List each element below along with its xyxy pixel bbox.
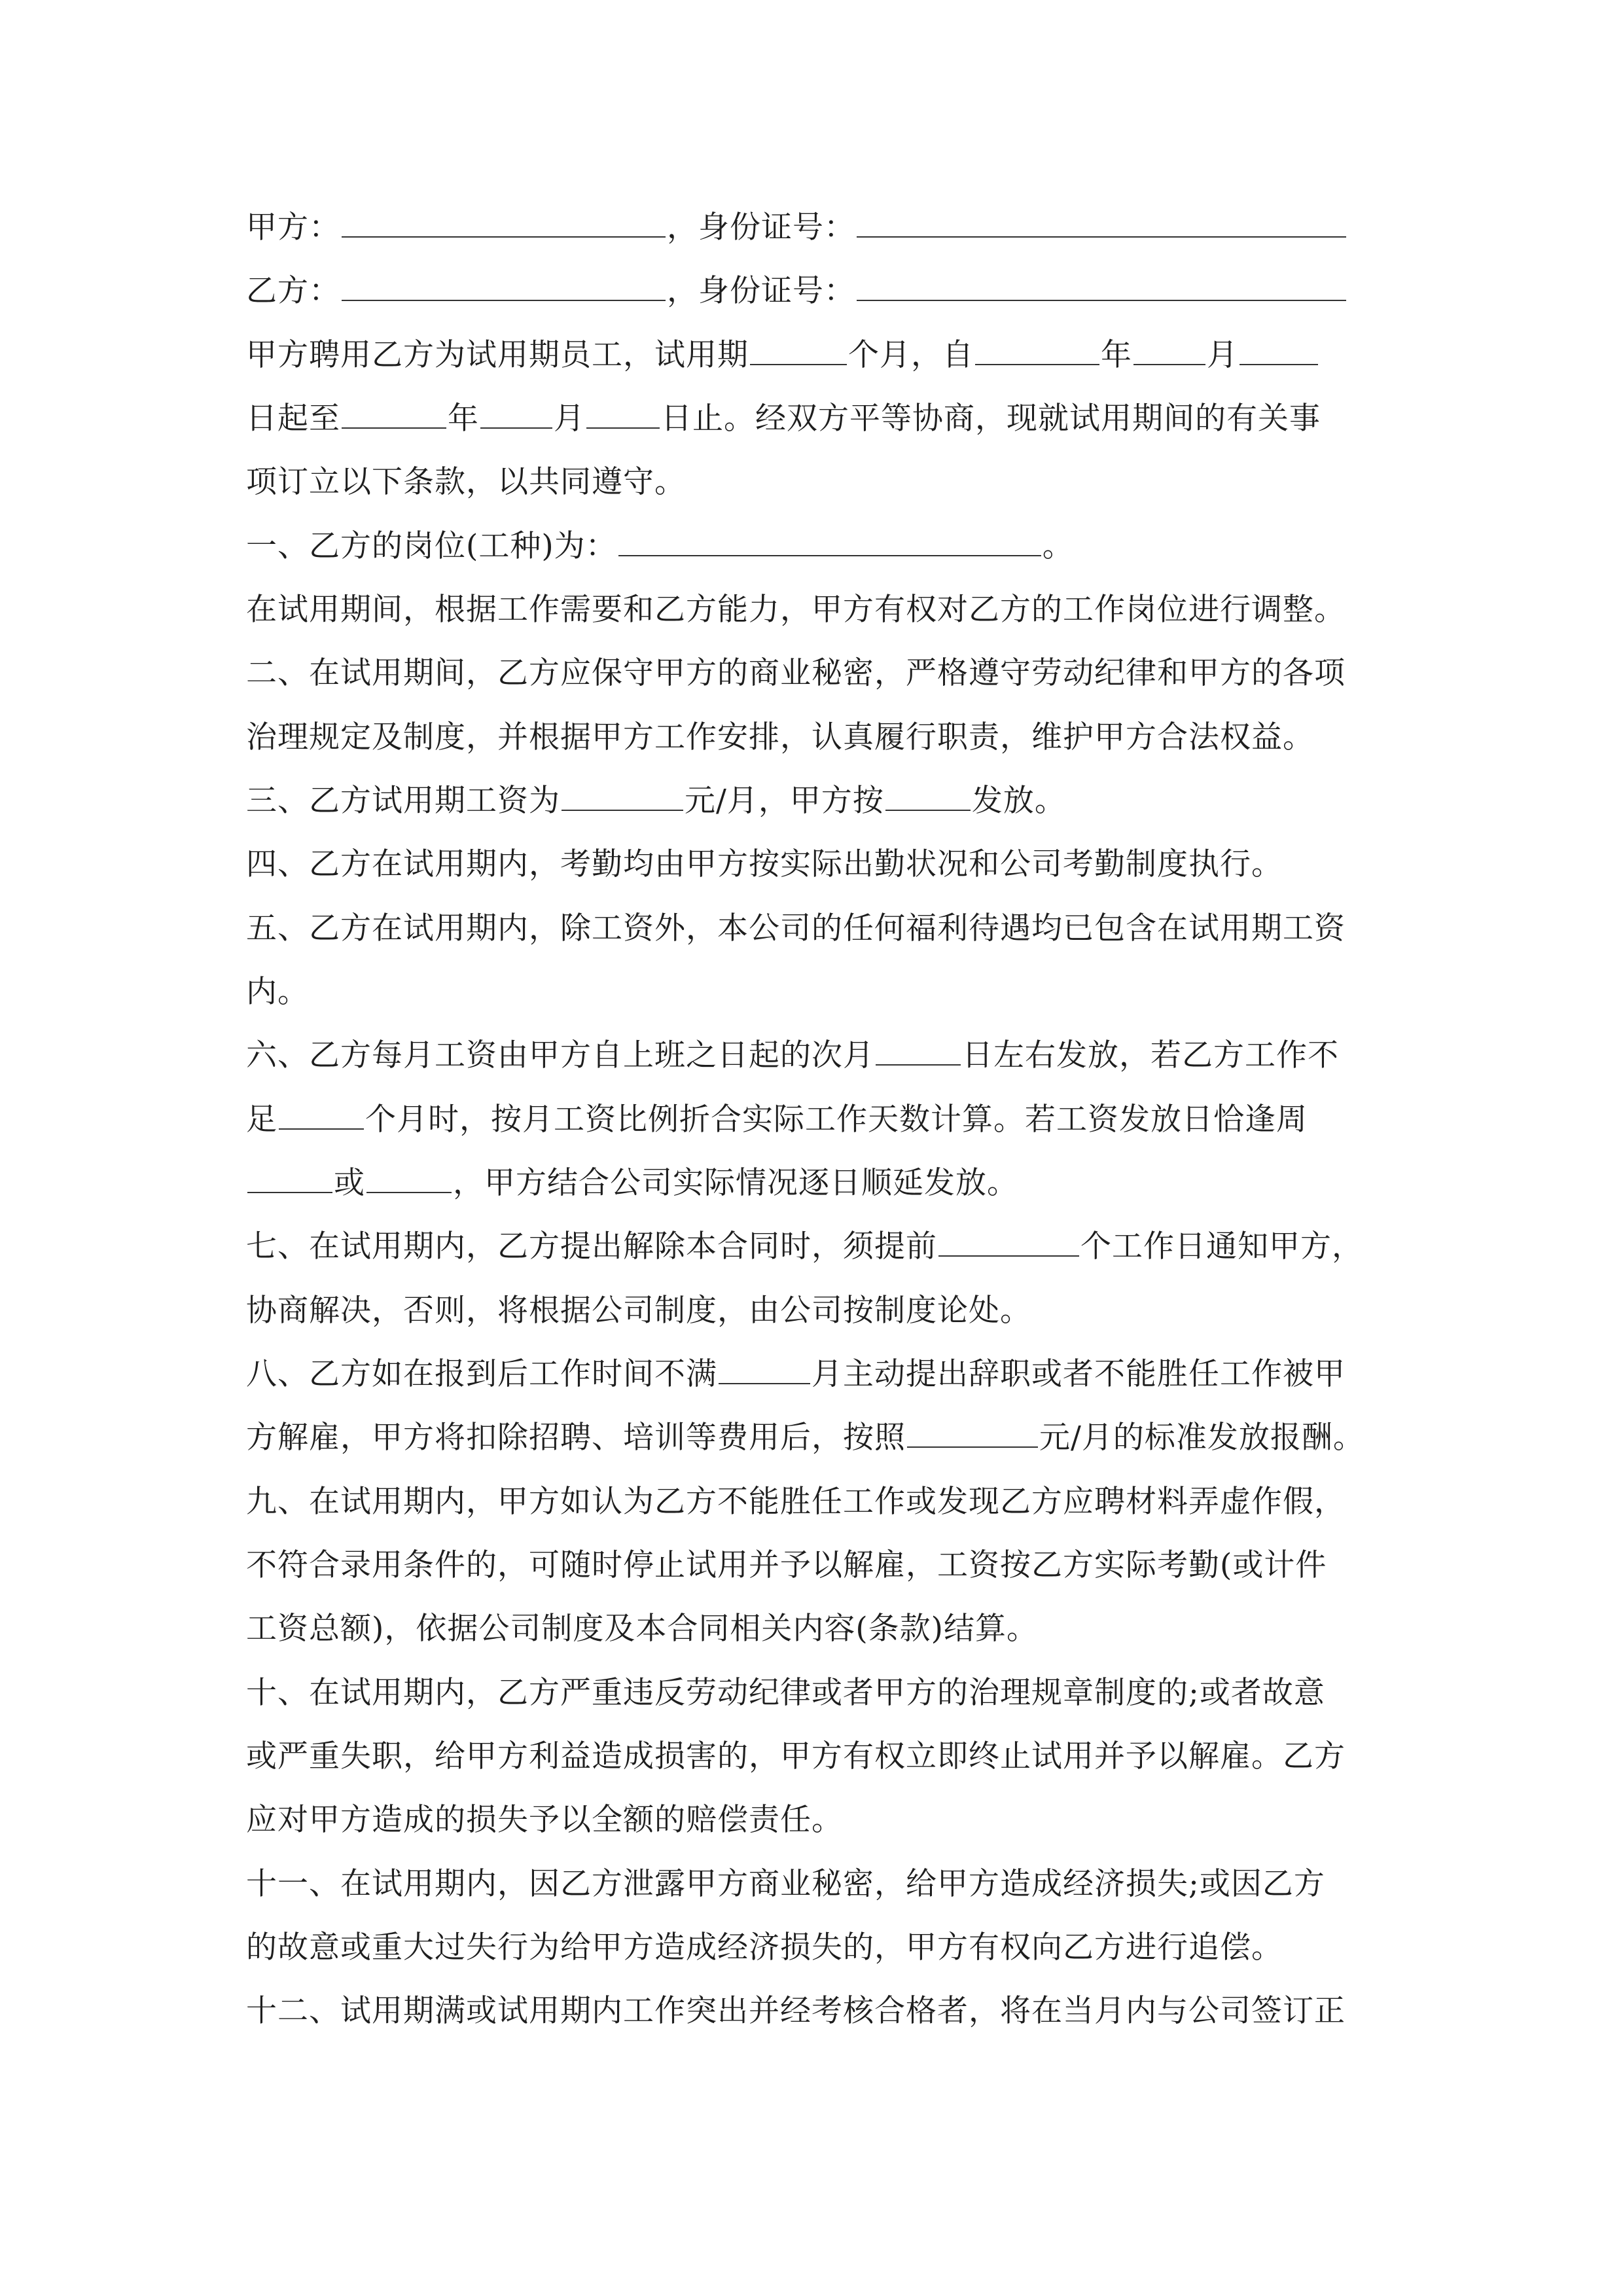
clause-10-line-3 xyxy=(246,1801,843,1840)
end-day-blank[interactable] xyxy=(586,401,660,429)
intro-text: 日止。经双方平等协商，现就试用期间的有关事 xyxy=(661,401,1321,437)
clause-9-text: 不符合录用条件的，可随时停止试用并予以解雇，工资按乙方实际考勤(或计件 xyxy=(246,1547,1327,1583)
clause-5-text: 五、乙方在试用期内，除工资外，本公司的任何福利待遇均已包含在试用期工资 xyxy=(246,910,1346,946)
start-year-blank[interactable] xyxy=(975,338,1099,365)
clause-2-text: 治理规定及制度，并根据甲方工作安排，认真履行职责，维护甲方合法权益。 xyxy=(246,719,1314,755)
clause-6-line-3 xyxy=(246,1164,1018,1203)
intro-text: 月 xyxy=(554,401,585,437)
end-month-blank[interactable] xyxy=(480,401,552,429)
clause-6-text: 日左右发放，若乙方工作不 xyxy=(962,1037,1339,1073)
clause-10-line-1 xyxy=(246,1674,1325,1713)
clause-9-line-3 xyxy=(246,1609,1038,1649)
clause-1-text: 。 xyxy=(1042,528,1074,564)
start-month-blank[interactable] xyxy=(1133,338,1205,365)
clause-9-line-1 xyxy=(246,1482,1346,1522)
clause-4-text: 四、乙方在试用期内，考勤均由甲方按实际出勤状况和公司考勤制度执行。 xyxy=(246,846,1283,882)
clause-10-text: 十、在试用期内，乙方严重违反劳动纪律或者甲方的治理规章制度的;或者故意 xyxy=(246,1675,1325,1711)
clause-2-line-1 xyxy=(246,654,1346,693)
intro-text: 月 xyxy=(1207,337,1238,373)
pay-day-blank[interactable] xyxy=(876,1038,961,1066)
clause-5-line-2 xyxy=(246,973,309,1012)
party-a-id-blank[interactable] xyxy=(857,210,1346,238)
clause-12-line-1 xyxy=(246,1992,1346,2031)
clause-1-text: 一、乙方的岗位(工种)为： xyxy=(246,528,617,564)
intro-line-3 xyxy=(246,463,686,502)
clause-6-text: ，甲方结合公司实际情况逐日顺延发放。 xyxy=(453,1165,1018,1201)
clause-3-line-1 xyxy=(246,781,1066,821)
party-b-name-blank[interactable] xyxy=(342,274,666,301)
clause-5-text: 内。 xyxy=(246,974,309,1010)
party-b-label: 乙方： xyxy=(246,273,340,309)
clause-3-text: 发放。 xyxy=(971,783,1066,819)
clause-3-text: 三、乙方试用期工资为 xyxy=(246,783,560,819)
weekday-2-blank[interactable] xyxy=(366,1166,452,1193)
clause-9-text: 工资总额)，依据公司制度及本合同相关内容(条款)结算。 xyxy=(246,1611,1039,1647)
clause-11-text: 的故意或重大过失行为给甲方造成经济损失的，甲方有权向乙方进行追偿。 xyxy=(246,1929,1283,1965)
clause-11-text: 十一、在试用期内，因乙方泄露甲方商业秘密，给甲方造成经济损失;或因乙方 xyxy=(246,1866,1325,1902)
party-a-label: 甲方： xyxy=(246,209,340,245)
intro-text: 个月，自 xyxy=(848,337,974,373)
clause-1-line-1 xyxy=(246,527,1074,566)
clause-3-text: 元/月，甲方按 xyxy=(685,783,884,819)
clause-4-line-1 xyxy=(246,845,1283,884)
party-a-line xyxy=(246,208,1347,247)
start-day-blank[interactable] xyxy=(1240,338,1318,365)
intro-line-1 xyxy=(246,336,1319,375)
clause-1-text: 在试用期间，根据工作需要和乙方能力，甲方有权对乙方的工作岗位进行调整。 xyxy=(246,592,1346,628)
clause-5-line-1 xyxy=(246,909,1346,948)
party-a-name-blank[interactable] xyxy=(342,210,666,238)
clause-8-text: 方解雇，甲方将扣除招聘、培训等费用后，按照 xyxy=(246,1420,906,1456)
party-b-id-label: ，身份证号： xyxy=(667,273,855,309)
clause-6-line-2 xyxy=(246,1100,1308,1139)
intro-text: 甲方聘用乙方为试用期员工，试用期 xyxy=(246,337,749,373)
weekday-1-blank[interactable] xyxy=(247,1166,332,1193)
end-year-blank[interactable] xyxy=(342,401,446,429)
min-months-blank[interactable] xyxy=(719,1357,810,1384)
clause-10-text: 应对甲方造成的损失予以全额的赔偿责任。 xyxy=(246,1802,843,1838)
intro-line-2 xyxy=(246,399,1321,439)
clause-10-line-2 xyxy=(246,1737,1346,1776)
clause-7-line-1 xyxy=(246,1227,1363,1266)
clause-9-text: 九、在试用期内，甲方如认为乙方不能胜任工作或发现乙方应聘材料弄虚作假， xyxy=(246,1484,1346,1520)
clause-8-text: 元/月的标准发放报酬。 xyxy=(1039,1420,1364,1456)
clause-7-text: 协商解决，否则，将根据公司制度，由公司按制度论处。 xyxy=(246,1293,1031,1329)
clause-9-line-2 xyxy=(246,1546,1327,1585)
clause-7-line-2 xyxy=(246,1291,1031,1331)
clause-10-text: 或严重失职，给甲方利益造成损害的，甲方有权立即终止试用并予以解雇。乙方 xyxy=(246,1738,1346,1774)
clause-1-line-2 xyxy=(246,590,1346,630)
clause-12-text: 十二、试用期满或试用期内工作突出并经考核合格者，将在当月内与公司签订正 xyxy=(246,1993,1346,2029)
clause-2-text: 二、在试用期间，乙方应保守甲方的商业秘密，严格遵守劳动纪律和甲方的各项 xyxy=(246,655,1346,691)
clause-8-text: 月主动提出辞职或者不能胜任工作被甲 xyxy=(812,1356,1346,1392)
clause-6-text: 或 xyxy=(334,1165,365,1201)
clause-8-text: 八、乙方如在报到后工作时间不满 xyxy=(246,1356,717,1392)
clause-6-text: 个月时，按月工资比例折合实际工作天数计算。若工资发放日恰逢周 xyxy=(365,1102,1308,1138)
probation-months-blank[interactable] xyxy=(750,338,847,365)
clause-11-line-1 xyxy=(246,1865,1325,1904)
intro-text: 日起至 xyxy=(246,401,340,437)
notice-days-blank[interactable] xyxy=(938,1229,1079,1257)
clause-8-line-2 xyxy=(246,1418,1364,1458)
intro-text: 项订立以下条款，以共同遵守。 xyxy=(246,464,686,500)
party-b-id-blank[interactable] xyxy=(857,274,1346,301)
clause-7-text: 七、在试用期内，乙方提出解除本合同时，须提前 xyxy=(246,1229,937,1265)
clause-8-line-1 xyxy=(246,1355,1346,1394)
clause-6-text: 六、乙方每月工资由甲方自上班之日起的次月 xyxy=(246,1037,874,1073)
position-blank[interactable] xyxy=(618,529,1041,556)
clause-6-text: 足 xyxy=(246,1102,277,1138)
party-a-id-label: ，身份证号： xyxy=(667,209,855,245)
clause-11-line-2 xyxy=(246,1928,1283,1967)
probation-salary-blank[interactable] xyxy=(562,783,683,811)
party-b-line xyxy=(246,272,1347,311)
intro-text: 年 xyxy=(1101,337,1132,373)
clause-6-line-1 xyxy=(246,1036,1339,1075)
reduced-salary-blank[interactable] xyxy=(907,1420,1038,1448)
intro-text: 年 xyxy=(448,401,479,437)
clause-7-text: 个工作日通知甲方， xyxy=(1080,1229,1363,1265)
partial-month-blank[interactable] xyxy=(279,1102,364,1130)
clause-2-line-2 xyxy=(246,718,1314,757)
pay-method-blank[interactable] xyxy=(885,783,971,811)
